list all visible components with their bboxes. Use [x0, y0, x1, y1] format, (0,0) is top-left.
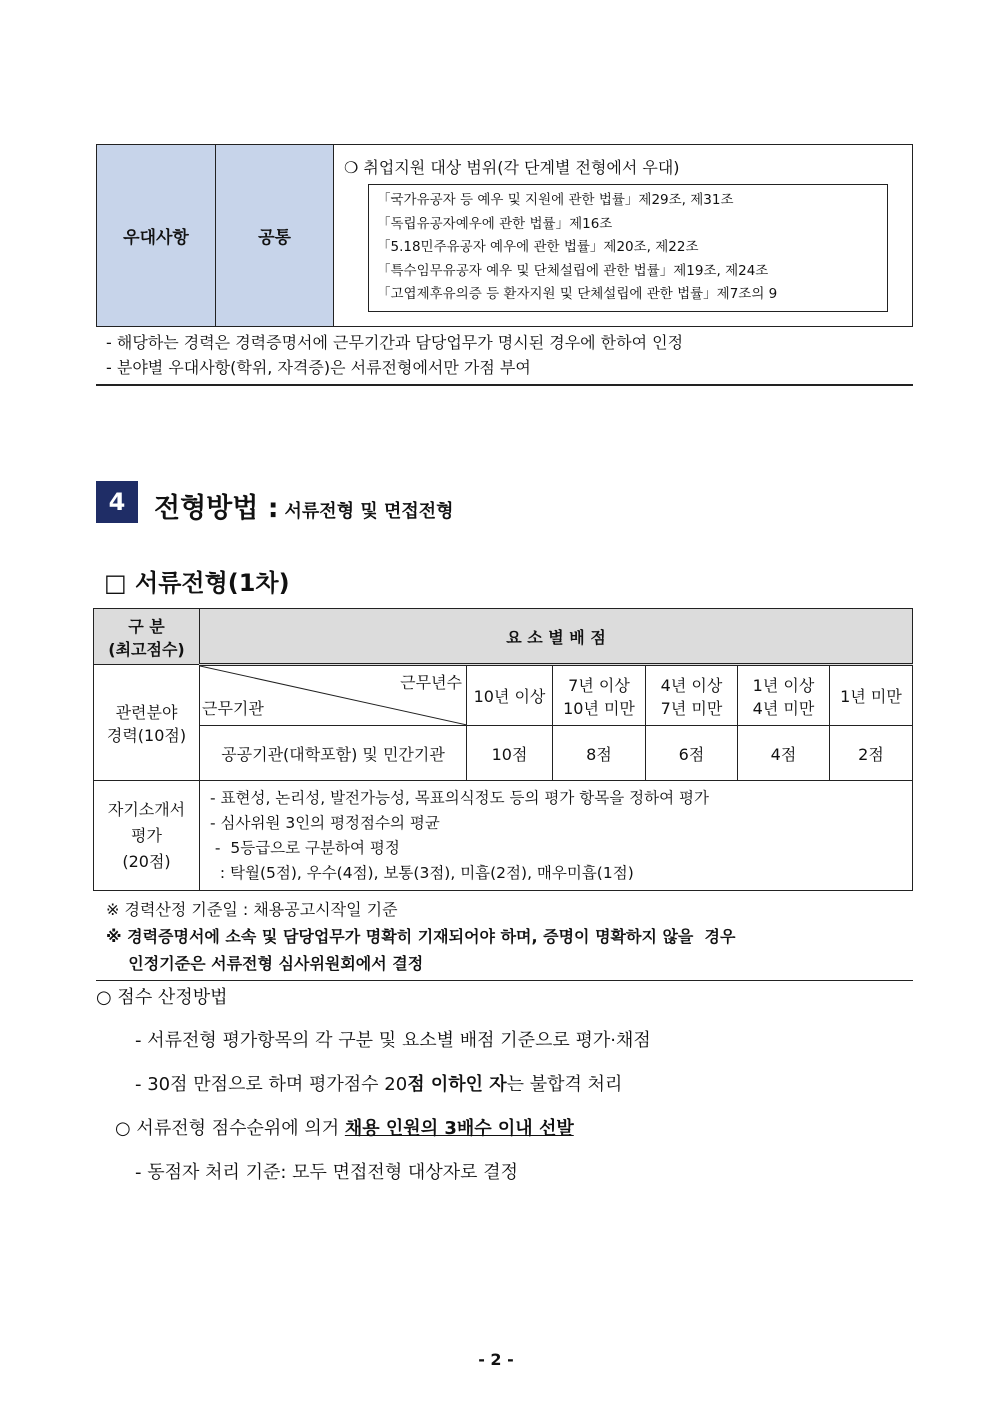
ref-note: ※ 경력산정 기준일 : 채용공고시작일 기준 — [106, 900, 398, 919]
pref-content — [334, 145, 913, 327]
ref-note-bold: 인정기준은 서류전형 심사위원회에서 결정 — [106, 954, 424, 973]
scoring-item — [135, 1070, 622, 1096]
section-title — [154, 486, 454, 525]
section-title-colon: : — [258, 493, 279, 524]
career-label-line2: 경력(10점) — [106, 725, 187, 745]
score-table — [93, 608, 913, 891]
selection-emphasis: 채용 인원의 3배수 이내 선발 — [344, 1118, 574, 1139]
scoring-item: - 서류전형 평가항목의 각 구분 및 요소별 배점 기준으로 평가·채점 — [135, 1030, 651, 1051]
subsection-title: □ 서류전형(1차) — [104, 569, 290, 597]
diag-org-label: 근무기관 — [202, 699, 264, 718]
years-line1: 1년 이상 — [752, 675, 815, 695]
score-cell: 10점 — [467, 726, 553, 781]
score-cell: 8점 — [553, 726, 646, 781]
law-item: 「5.18민주유공자 예우에 관한 법률」제20조, 제22조 — [377, 239, 699, 255]
law-list — [368, 184, 888, 312]
tie-rule: - 동점자 처리 기준: 모두 면접전형 대상자로 결정 — [135, 1162, 518, 1183]
header-category-line1: 구 분 — [128, 616, 165, 636]
diag-years-label: 근무년수 — [400, 673, 462, 692]
section-title-main: 전형방법 — [154, 493, 259, 524]
preference-table — [96, 144, 913, 327]
pref-category: 우대사항 — [97, 145, 216, 327]
years-line2: 10년 미만 — [563, 698, 635, 718]
note-line: - 분야별 우대사항(학위, 자격증)은 서류전형에서만 가점 부여 — [106, 358, 531, 377]
pref-type: 공통 — [216, 145, 334, 327]
years-col — [646, 665, 738, 726]
score-cell: 4점 — [738, 726, 830, 781]
years-line1: 1년 미만 — [840, 687, 902, 706]
score-cell: 6점 — [646, 726, 738, 781]
criteria-item: - 표현성, 논리성, 발전가능성, 목표의식정도 등의 평가 항목을 정하여 평가 — [210, 788, 709, 807]
years-line2: 4년 미만 — [752, 698, 815, 718]
years-line1: 10년 이상 — [473, 687, 546, 706]
essay-label-line2: 평가 — [131, 825, 162, 845]
years-line2: 7년 미만 — [660, 698, 723, 718]
pref-caption: ❍ 취업지원 대상 범위(각 단계별 전형에서 우대) — [344, 158, 680, 177]
career-label — [94, 665, 200, 781]
header-category — [94, 609, 200, 665]
essay-criteria — [200, 781, 913, 891]
scoring-item-bold: 점 이하인 자 — [407, 1074, 507, 1095]
years-line1: 7년 이상 — [568, 675, 630, 695]
note-line: - 해당하는 경력은 경력증명서에 근무기간과 담당업무가 명시된 경우에 한하여 인정 — [106, 333, 684, 352]
ref-note-bold: ※ 경력증명서에 소속 및 담당업무가 명확히 기재되어야 하며, 증명이 명확하지 않을 경우 — [106, 927, 736, 946]
criteria-item: - 심사위원 3인의 평정점수의 평균 — [210, 813, 440, 832]
scoring-item-text: 는 불합격 처리 — [506, 1074, 623, 1095]
law-item: 「독립유공자예우에 관한 법률」제16조 — [377, 215, 613, 232]
essay-label — [94, 781, 200, 891]
years-line1: 4년 이상 — [660, 675, 723, 695]
org-label: 공공기관(대학포함) 및 민간기관 — [200, 726, 467, 781]
header-category-line2: (최고점수) — [108, 639, 185, 659]
years-col — [830, 665, 913, 726]
law-item: 「특수임무유공자 예우 및 단체설립에 관한 법률」제19조, 제24조 — [377, 262, 769, 279]
diagonal-header-cell — [200, 665, 467, 726]
section-subtitle: 서류전형 및 면접전형 — [284, 501, 454, 522]
law-item: 「고엽제후유의증 등 환자지원 및 단체설립에 관한 법률」제7조의 9 — [377, 286, 778, 302]
essay-label-line1: 자기소개서 — [107, 799, 186, 819]
years-col — [553, 665, 646, 726]
career-label-line1: 관련분야 — [115, 702, 178, 722]
criteria-item: - 5등급으로 구분하여 평정 — [210, 838, 400, 857]
scoring-item-text: - 30점 만점으로 하며 평가점수 20 — [135, 1074, 408, 1095]
section-number: 4 — [96, 481, 138, 523]
years-col — [467, 665, 553, 726]
career-notes — [96, 330, 913, 386]
essay-label-line3: (20점) — [122, 851, 171, 871]
law-item: 「국가유공자 등 예우 및 지원에 관한 법률」제29조, 제31조 — [377, 192, 734, 208]
score-cell: 2점 — [830, 726, 913, 781]
page-number: - 2 - — [478, 1350, 514, 1369]
selection-rule — [115, 1114, 574, 1140]
scoring-heading: ○ 점수 산정방법 — [96, 987, 228, 1008]
header-scores: 요 소 별 배 점 — [200, 609, 913, 665]
years-col — [738, 665, 830, 726]
criteria-item: : 탁월(5점), 우수(4점), 보통(3점), 미흡(2점), 매우미흡(1점) — [210, 863, 634, 882]
selection-text: ○ 서류전형 점수순위에 의거 — [115, 1118, 345, 1139]
reference-notes — [96, 896, 913, 981]
